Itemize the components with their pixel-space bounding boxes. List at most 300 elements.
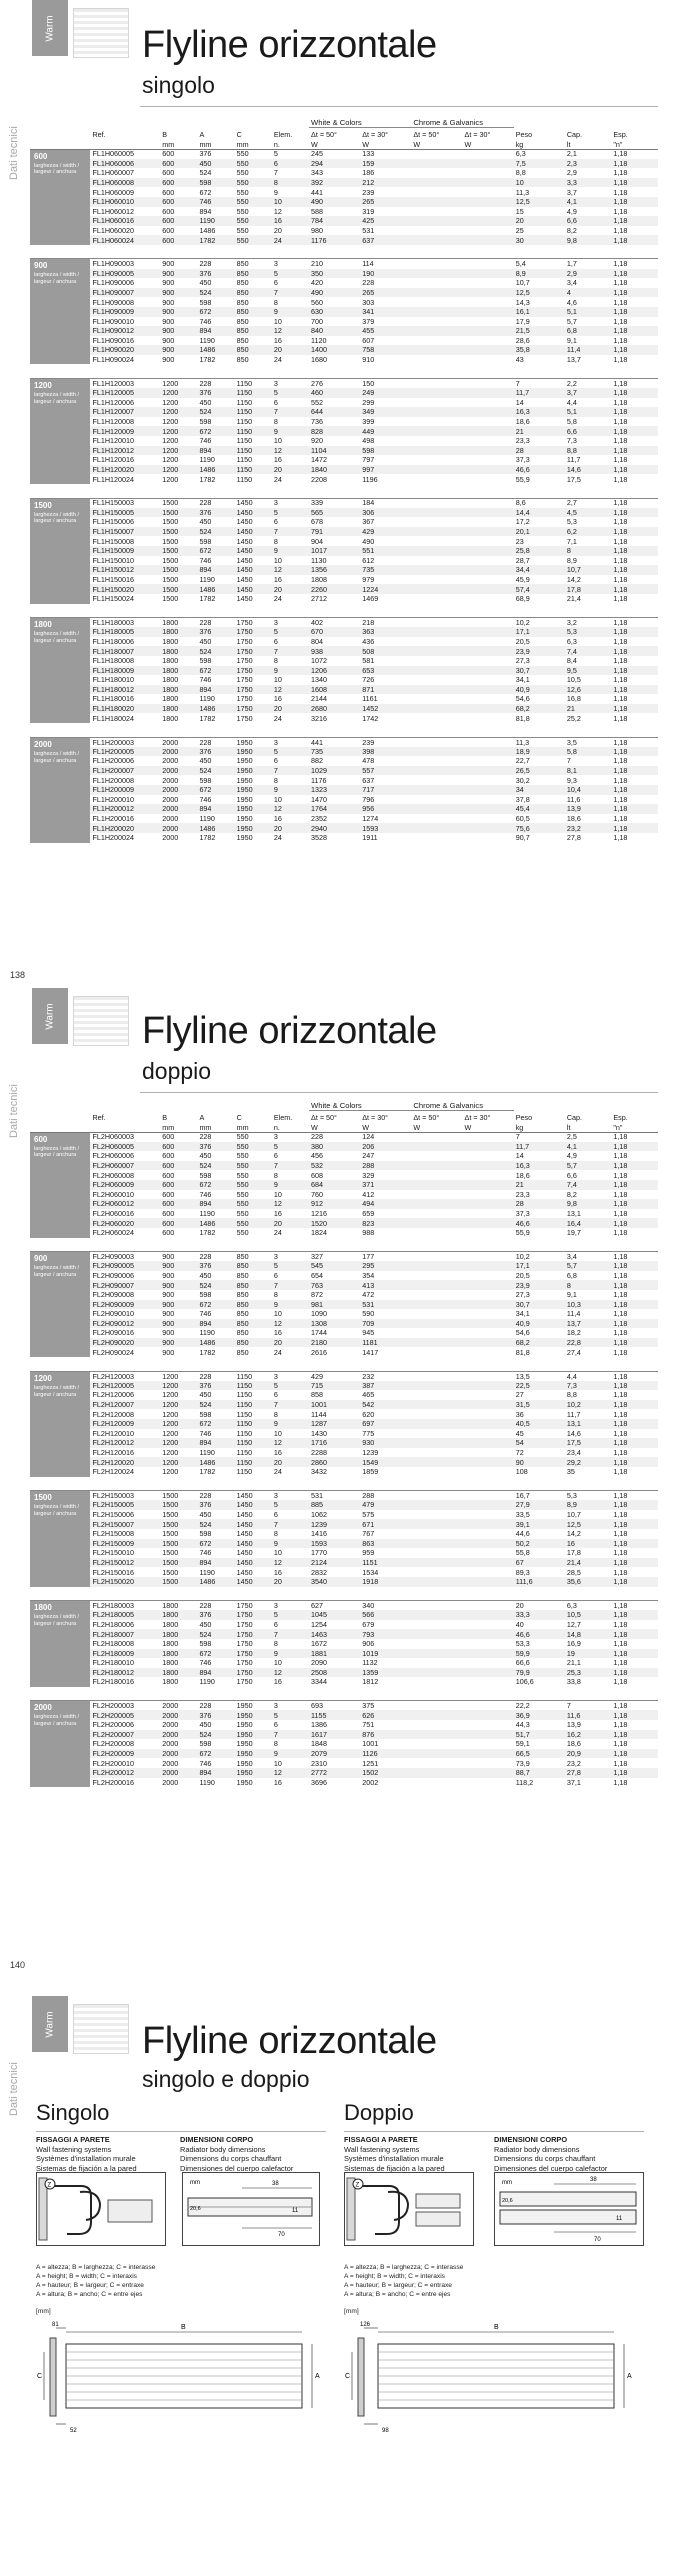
table-cell: 1190: [199, 335, 215, 345]
table-cell: 16: [273, 1448, 282, 1457]
table-cell: 5,7: [566, 316, 577, 326]
table-cell: 1,18: [611, 1381, 658, 1391]
table-cell: [411, 584, 462, 594]
table-cell: 5,8: [565, 747, 612, 757]
table-cell: [411, 149, 462, 159]
table-row: [30, 1209, 658, 1219]
table-cell: [411, 675, 462, 685]
table-cell: 1150: [235, 1371, 272, 1381]
table-cell: 2000: [160, 747, 197, 757]
table-row: [30, 417, 658, 427]
table-cell: FL2H200009: [90, 1749, 160, 1759]
table-cell: 1,18: [613, 794, 628, 804]
table-cell: 44,6: [515, 1529, 530, 1539]
table-cell: 672: [197, 666, 234, 676]
table-cell: 715: [309, 1381, 360, 1391]
table-cell: [411, 326, 462, 336]
table-cell: 1,18: [613, 168, 628, 178]
table-cell: [411, 1271, 462, 1281]
table-cell: 4,9: [566, 1151, 577, 1161]
table-cell: 2000: [160, 823, 197, 833]
table-row: [30, 388, 658, 398]
table-row: [30, 436, 658, 446]
table-cell: 659: [362, 1208, 375, 1218]
table-cell: [463, 804, 514, 814]
table-cell: 1,18: [611, 345, 658, 355]
table-cell: 376: [197, 388, 234, 398]
table-cell: 228: [197, 498, 234, 508]
table-cell: 531: [309, 1491, 360, 1501]
table-cell: 13,5: [514, 1371, 565, 1381]
table-row: [30, 618, 658, 628]
group-height: 600: [34, 1134, 48, 1144]
table-cell: 1,18: [611, 307, 658, 317]
table-cell: 294: [309, 159, 360, 169]
table-cell: 13,7: [565, 1319, 612, 1329]
table-row: [30, 407, 658, 417]
height-group-600: [30, 149, 658, 245]
table-cell: 55,9: [515, 474, 530, 484]
table-cell: 979: [362, 574, 375, 584]
table-cell: 27,4: [566, 1347, 581, 1357]
table-cell: 89,3: [515, 1567, 530, 1577]
table-cell: FL2H060003: [90, 1132, 160, 1142]
table-cell: FL1H150020: [90, 584, 160, 594]
table-cell: 894: [197, 1438, 234, 1448]
table-row: [30, 594, 658, 604]
table-cell: 25,2: [566, 713, 581, 723]
table-cell: 2,5: [565, 1132, 612, 1142]
table-cell: 746: [199, 316, 212, 326]
table-cell: 7: [272, 527, 309, 537]
table-row: [30, 1400, 658, 1410]
side-label: Dati tecnici: [8, 1084, 20, 1138]
table-row: [30, 1419, 658, 1429]
table-cell: 1029: [309, 766, 360, 776]
table-cell: 73,9: [515, 1758, 530, 1768]
table-cell: [411, 565, 462, 575]
table-cell: 6,3: [565, 1601, 612, 1611]
table-cell: FL2H200006: [92, 1720, 135, 1730]
table-cell: 6,6: [565, 426, 612, 436]
table-cell: 1502: [360, 1768, 411, 1778]
table-cell: 1486: [197, 823, 234, 833]
table-cell: 1,18: [611, 498, 658, 508]
table-cell: 2,9: [565, 269, 612, 279]
table-cell: 450: [199, 517, 212, 527]
table-cell: 371: [360, 1180, 411, 1190]
table-cell: 1,18: [611, 288, 658, 298]
table-cell: 9: [272, 307, 309, 317]
table-cell: 1911: [362, 833, 378, 843]
table-cell: 28,6: [515, 335, 530, 345]
table-cell: 11,7: [566, 455, 581, 465]
table-cell: 9: [272, 1749, 309, 1759]
table-cell: 7: [272, 646, 309, 656]
table-cell: 8: [273, 1639, 278, 1649]
table-cell: 1287: [309, 1419, 360, 1429]
z-label: Z: [355, 2182, 360, 2189]
table-cell: [411, 823, 462, 833]
table-cell: 1500: [160, 498, 197, 508]
table-cell: 68,2: [514, 704, 565, 714]
table-cell: [463, 646, 514, 656]
table-cell: 904: [311, 536, 324, 546]
table-cell: 10,5: [565, 1610, 612, 1620]
table-cell: 2000: [162, 775, 179, 785]
table-cell: 600: [160, 159, 197, 169]
table-cell: 1,18: [613, 225, 628, 235]
table-cell: 1,18: [611, 465, 658, 475]
dim-11: 11: [292, 2208, 299, 2214]
table-cell: 5: [272, 269, 309, 279]
group-height: 1800: [34, 1603, 52, 1613]
table-cell: 306: [360, 508, 411, 518]
table-cell: 11,4: [565, 345, 612, 355]
table-cell: 600: [162, 1208, 175, 1218]
table-cell: 402: [309, 618, 360, 628]
table-cell: 5: [272, 1710, 309, 1720]
table-cell: 8: [273, 536, 278, 546]
group-label: [30, 737, 90, 843]
table-row: [30, 1161, 658, 1171]
table-cell: 1340: [311, 675, 328, 685]
table-cell: 1750: [236, 656, 253, 666]
doppio-legend: A = altezza; B = larghezza; C = interasse A = height; B = width; C = interaxis A = hauteur; B = largeur; C = entraxe A = altura; B = ancho; C = entre ejes: [344, 2264, 464, 2298]
table-cell: 1,18: [611, 1300, 658, 1310]
table-cell: 608: [311, 1170, 324, 1180]
table-cell: 206: [360, 1142, 411, 1152]
table-cell: 1750: [236, 1658, 253, 1668]
table-cell: 20,5: [515, 1270, 530, 1280]
table-cell: FL1H180012: [90, 685, 160, 695]
table-cell: 581: [362, 656, 375, 666]
table-cell: FL1H150007: [90, 527, 160, 537]
table-cell: FL1H090009: [90, 307, 160, 317]
table-cell: 1150: [236, 1428, 253, 1438]
table-row: [30, 1180, 658, 1190]
table-cell: 8: [273, 297, 278, 307]
table-cell: [411, 814, 462, 824]
table-cell: 900: [160, 1261, 197, 1271]
table-cell: [463, 656, 514, 666]
table-cell: 672: [197, 1649, 234, 1659]
table-cell: [411, 833, 462, 843]
table-cell: [411, 704, 462, 714]
table-cell: FL1H150006: [92, 517, 135, 527]
table-cell: 16,3: [514, 407, 565, 417]
table-cell: 412: [362, 1189, 375, 1199]
warm-tab: Warm: [32, 988, 68, 1044]
table-cell: 900: [160, 259, 197, 269]
table-cell: 532: [309, 1161, 360, 1171]
table-cell: [463, 1500, 514, 1510]
table-row: [30, 149, 658, 159]
table-cell: 1950: [235, 1749, 272, 1759]
table-cell: 4,6: [566, 297, 577, 307]
table-cell: 1549: [360, 1457, 411, 1467]
doppio-bracket-drawing: [344, 2172, 474, 2246]
table-cell: [463, 269, 514, 279]
table-cell: [463, 1567, 514, 1577]
table-cell: [411, 1280, 462, 1290]
table-cell: 376: [197, 747, 234, 757]
b-label: B: [494, 2324, 499, 2331]
table-cell: 1750: [235, 618, 272, 628]
table-cell: FL2H060024: [92, 1228, 135, 1238]
table-cell: 1800: [160, 618, 197, 628]
product-thumbnail: [73, 2004, 129, 2054]
table-cell: 16,2: [565, 1730, 612, 1740]
table-cell: 550: [235, 235, 272, 245]
table-cell: 8,8: [566, 1390, 577, 1400]
col-header-dt30: Δt = 30°: [362, 1112, 389, 1122]
table-cell: FL2H060016: [92, 1208, 135, 1218]
table-cell: 3528: [311, 833, 328, 843]
table-cell: 598: [199, 775, 212, 785]
table-cell: 1950: [236, 1758, 253, 1768]
side-label: Dati tecnici: [8, 2062, 20, 2116]
table-row: [30, 1371, 658, 1381]
table-cell: FL2H090010: [92, 1309, 135, 1319]
table-cell: 16: [272, 216, 309, 226]
doppio-body-drawing: [494, 2172, 644, 2246]
table-cell: 1120: [311, 335, 327, 345]
table-cell: [411, 398, 462, 408]
table-cell: 16: [273, 455, 282, 465]
table-cell: 472: [362, 1290, 375, 1300]
table-cell: 1251: [362, 1758, 379, 1768]
table-cell: 53,3: [515, 1639, 530, 1649]
table-cell: 1150: [235, 1419, 272, 1429]
table-cell: 37,3: [515, 455, 530, 465]
table-cell: 450: [199, 1720, 212, 1730]
table-cell: 1090: [311, 1309, 328, 1319]
table-cell: 24: [273, 713, 282, 723]
height-group-2000: [30, 1701, 658, 1787]
table-cell: 524: [197, 1400, 234, 1410]
table-cell: FL2H090020: [90, 1338, 160, 1348]
table-cell: [411, 1739, 462, 1749]
table-cell: 1,18: [611, 378, 658, 388]
table-cell: FL1H090010: [92, 316, 135, 326]
table-cell: 612: [362, 555, 375, 565]
table-cell: 1430: [311, 1428, 328, 1438]
table-cell: [463, 149, 514, 159]
table-cell: 1150: [236, 397, 253, 407]
table-cell: FL1H090012: [90, 326, 160, 336]
table-row: [30, 1701, 658, 1711]
table-cell: 1463: [309, 1629, 360, 1639]
table-cell: FL1H200020: [90, 823, 160, 833]
table-row: [30, 546, 658, 556]
table-cell: 354: [362, 1270, 375, 1280]
table-cell: 1500: [162, 555, 179, 565]
table-cell: 1,18: [611, 1132, 658, 1142]
table-cell: 1744: [311, 1328, 328, 1338]
table-cell: 12: [273, 206, 282, 216]
table-cell: 1450: [235, 1519, 272, 1529]
table-row: [30, 1347, 658, 1357]
table-cell: 133: [360, 149, 411, 159]
table-cell: 1450: [236, 1509, 253, 1519]
table-cell: 17,1: [514, 1261, 565, 1271]
height-group-1200: [30, 378, 658, 484]
table-cell: 1,18: [611, 1180, 658, 1190]
a-label: A: [627, 2373, 632, 2380]
table-cell: [463, 1467, 514, 1477]
table-cell: 1,18: [611, 1457, 658, 1467]
table-cell: 997: [360, 465, 411, 475]
table-cell: 1950: [235, 804, 272, 814]
singolo-unit: [mm]: [36, 2308, 51, 2315]
table-cell: 37,8: [515, 794, 530, 804]
table-cell: 1150: [236, 455, 253, 465]
table-cell: 40,5: [514, 1419, 565, 1429]
table-cell: 1808: [311, 574, 328, 584]
z-label: Z: [47, 2182, 52, 2189]
table-cell: 531: [360, 1300, 411, 1310]
table-cell: [411, 1457, 462, 1467]
dim-206: 20,6: [190, 2206, 201, 2212]
table-cell: FL2H060005: [90, 1142, 160, 1152]
table-cell: 1200: [160, 1438, 197, 1448]
table-cell: 2616: [311, 1347, 328, 1357]
table-cell: FL2H090009: [90, 1300, 160, 1310]
table-cell: FL1H060020: [92, 225, 135, 235]
table-cell: FL2H120005: [90, 1381, 160, 1391]
table-cell: [463, 226, 514, 236]
table-cell: [411, 1199, 462, 1209]
table-cell: 5,7: [565, 1161, 612, 1171]
table-cell: [411, 1290, 462, 1300]
table-cell: [463, 1290, 514, 1300]
table-cell: [463, 1132, 514, 1142]
col-header-mm: mm: [235, 138, 272, 149]
table-cell: 672: [197, 307, 234, 317]
table-cell: 12: [272, 1438, 309, 1448]
table-row: [30, 1768, 658, 1778]
table-cell: 247: [362, 1151, 375, 1161]
table-cell: 2712: [311, 594, 328, 604]
table-cell: 14,6: [566, 1428, 581, 1438]
table-cell: 735: [360, 565, 411, 575]
table-cell: [463, 1209, 514, 1219]
table-row: [30, 426, 658, 436]
table-cell: 850: [235, 269, 272, 279]
table-cell: 10: [273, 1658, 282, 1668]
table-cell: 14: [515, 397, 524, 407]
table-row: [30, 398, 658, 408]
table-cell: 1126: [360, 1749, 411, 1759]
table-cell: 1359: [360, 1668, 411, 1678]
table-cell: 14,8: [565, 1629, 612, 1639]
table-cell: [463, 207, 514, 217]
table-cell: FL1H200010: [92, 794, 135, 804]
table-cell: 19: [565, 1649, 612, 1659]
table-cell: 894: [197, 565, 234, 575]
table-cell: 1,18: [611, 1730, 658, 1740]
table-cell: 1,18: [611, 1749, 658, 1759]
page-title: Flyline orizzontale: [142, 24, 437, 66]
table-row: [30, 1142, 658, 1152]
table-cell: 900: [162, 1270, 175, 1280]
table-cell: 376: [197, 1710, 234, 1720]
doppio-unit: [mm]: [344, 2308, 359, 2315]
table-cell: [411, 1668, 462, 1678]
table-cell: 871: [360, 685, 411, 695]
table-row: [30, 804, 658, 814]
page-number: 140: [10, 1960, 26, 1970]
table-cell: [411, 168, 462, 178]
table-cell: 9: [272, 1649, 309, 1659]
table-cell: 186: [362, 168, 375, 178]
table-row: [30, 785, 658, 795]
col-header-peso: Peso: [515, 129, 533, 139]
table-cell: 956: [360, 804, 411, 814]
table-row: [30, 833, 658, 843]
table-cell: [463, 1151, 514, 1161]
table-cell: 19,7: [566, 1228, 581, 1238]
table-cell: 524: [199, 168, 212, 178]
table-cell: 524: [197, 407, 234, 417]
table-cell: 12,5: [565, 1519, 612, 1529]
table-cell: 1200: [162, 436, 179, 446]
table-cell: [411, 646, 462, 656]
col-header-dt50: Δt = 50°: [413, 129, 440, 139]
table-cell: FL1H150010: [92, 555, 135, 565]
table-row: [30, 307, 658, 317]
table-cell: 1486: [197, 1577, 234, 1587]
table-cell: FL2H200008: [92, 1739, 135, 1749]
table-cell: 10,7: [515, 278, 530, 288]
table-cell: 1,18: [611, 737, 658, 747]
table-cell: 5,1: [565, 407, 612, 417]
table-cell: FL2H150005: [90, 1500, 160, 1510]
table-cell: 40: [515, 1619, 524, 1629]
table-cell: 1486: [197, 1338, 234, 1348]
table-row: [30, 584, 658, 594]
col-header-mm: mm: [160, 138, 197, 149]
table-cell: 29,2: [565, 1457, 612, 1467]
table-cell: 980: [311, 225, 324, 235]
table-cell: 7: [273, 168, 278, 178]
table-cell: FL1H180007: [90, 646, 160, 656]
table-cell: 550: [236, 1189, 249, 1199]
table-cell: 30,7: [514, 1300, 565, 1310]
table-cell: 450: [199, 1509, 212, 1519]
table-cell: 16,3: [514, 1161, 565, 1171]
table-cell: [463, 465, 514, 475]
table-cell: 30,7: [514, 666, 565, 676]
table-cell: [463, 1309, 514, 1319]
table-cell: [463, 766, 514, 776]
table-cell: 34,1: [515, 1309, 530, 1319]
table-cell: 5,7: [565, 1261, 612, 1271]
product-thumbnail: [73, 8, 129, 58]
page-title: Flyline orizzontale: [142, 1010, 437, 1052]
table-cell: 1,18: [611, 1252, 658, 1262]
table-cell: 1750: [236, 636, 253, 646]
table-cell: 524: [197, 1280, 234, 1290]
table-cell: FL1H150005: [90, 508, 160, 518]
table-cell: 1450: [235, 498, 272, 508]
table-cell: 524: [197, 527, 234, 537]
table-cell: [411, 1338, 462, 1348]
table-cell: 20: [272, 345, 309, 355]
table-cell: 3: [272, 498, 309, 508]
table-cell: 600: [162, 187, 175, 197]
